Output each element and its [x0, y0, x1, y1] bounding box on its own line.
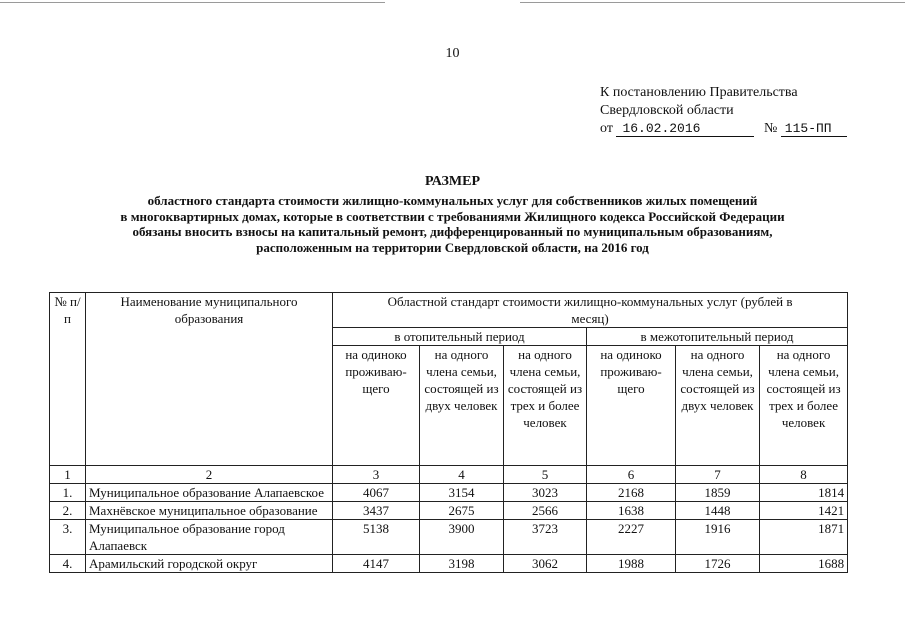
- value-cell: 4147: [333, 555, 420, 573]
- approval-line: Свердловской области: [600, 103, 734, 118]
- table-row: [50, 502, 848, 520]
- approval-date-line: [600, 120, 890, 138]
- value-cell: 5138: [333, 520, 420, 555]
- value-cell: 2566: [504, 502, 587, 520]
- approval-line: К постановлению Правительства: [600, 85, 798, 100]
- value-cell: 3437: [333, 502, 420, 520]
- number-prefix: №: [763, 121, 778, 136]
- column-number: 6: [587, 466, 676, 484]
- value-cell: 2227: [587, 520, 676, 555]
- column-number: 1: [50, 466, 86, 484]
- header-single: на одиноко проживаю-щего: [333, 346, 420, 466]
- header-heating: в отопительный период: [333, 328, 587, 346]
- column-number-row: [50, 466, 848, 484]
- header-single: на одиноко проживаю-щего: [587, 346, 676, 466]
- header-name: Наименование муниципального образования: [86, 293, 333, 466]
- value-cell: 2168: [587, 484, 676, 502]
- value-cell: 1988: [587, 555, 676, 573]
- header-two: на одного члена семьи, состоящей из двух человек: [420, 346, 504, 466]
- header-three: на одного члена семьи, состоящей из трех и более человек: [504, 346, 587, 466]
- value-cell: 3900: [420, 520, 504, 555]
- value-cell: 3062: [504, 555, 587, 573]
- table-row: [50, 484, 848, 502]
- value-cell: 3723: [504, 520, 587, 555]
- municipality-name: Муниципальное образование Алапаевское: [86, 484, 333, 502]
- value-cell: 1916: [676, 520, 760, 555]
- municipality-name: Махнёвское муниципальное образование: [86, 502, 333, 520]
- row-number: 4.: [50, 555, 86, 573]
- document-subtitle: [0, 193, 905, 255]
- date-prefix: от: [600, 121, 613, 136]
- header-nonheating: в межотопительный период: [587, 328, 848, 346]
- municipality-name: Арамильский городской округ: [86, 555, 333, 573]
- column-number: 4: [420, 466, 504, 484]
- approval-number: 115-ПП: [781, 122, 847, 137]
- header-three: на одного члена семьи, состоящей из трех и более человек: [760, 346, 848, 466]
- subtitle-line: областного стандарта стоимости жилищно-коммунальных услуг для собственников жилых помещений: [147, 193, 758, 208]
- row-number: 2.: [50, 502, 86, 520]
- column-number: 3: [333, 466, 420, 484]
- value-cell: 1726: [676, 555, 760, 573]
- scan-artifact: [520, 2, 905, 3]
- value-cell: 4067: [333, 484, 420, 502]
- value-cell: 2675: [420, 502, 504, 520]
- document-title: РАЗМЕР: [424, 174, 480, 189]
- value-cell: 3154: [420, 484, 504, 502]
- header-row: [50, 293, 848, 328]
- table-row: [50, 555, 848, 573]
- value-cell: 1421: [760, 502, 848, 520]
- column-number: 2: [86, 466, 333, 484]
- subtitle-line: в многоквартирных домах, которые в соответствии с требованиями Жилищного кодекса Российской Федерации: [120, 208, 785, 224]
- value-cell: 1688: [760, 555, 848, 573]
- table-row: [50, 520, 848, 555]
- row-number: 1.: [50, 484, 86, 502]
- scan-artifact: [0, 2, 385, 3]
- column-number: 5: [504, 466, 587, 484]
- value-cell: 3198: [420, 555, 504, 573]
- municipality-name: Муниципальное образование город Алапаевск: [86, 520, 333, 555]
- page-number: 10: [445, 46, 460, 61]
- column-number: 7: [676, 466, 760, 484]
- header-two: на одного члена семьи, состоящей из двух человек: [676, 346, 760, 466]
- value-cell: 3023: [504, 484, 587, 502]
- header-standard: Областной стандарт стоимости жилищно-коммунальных услуг (рублей в месяц): [333, 293, 848, 328]
- subtitle-line: расположенным на территории Свердловской области, на 2016 год: [256, 239, 649, 255]
- subtitle-line: обязаны вносить взносы на капитальный ремонт, дифференцированный по муниципальным образованиям,: [132, 224, 773, 239]
- standards-table: [49, 292, 848, 573]
- value-cell: 1638: [587, 502, 676, 520]
- approval-block: [600, 84, 890, 138]
- column-number: 8: [760, 466, 848, 484]
- value-cell: 1448: [676, 502, 760, 520]
- header-no: № п/п: [50, 293, 86, 466]
- value-cell: 1859: [676, 484, 760, 502]
- approval-date: 16.02.2016: [616, 122, 754, 137]
- row-number: 3.: [50, 520, 86, 555]
- value-cell: 1814: [760, 484, 848, 502]
- value-cell: 1871: [760, 520, 848, 555]
